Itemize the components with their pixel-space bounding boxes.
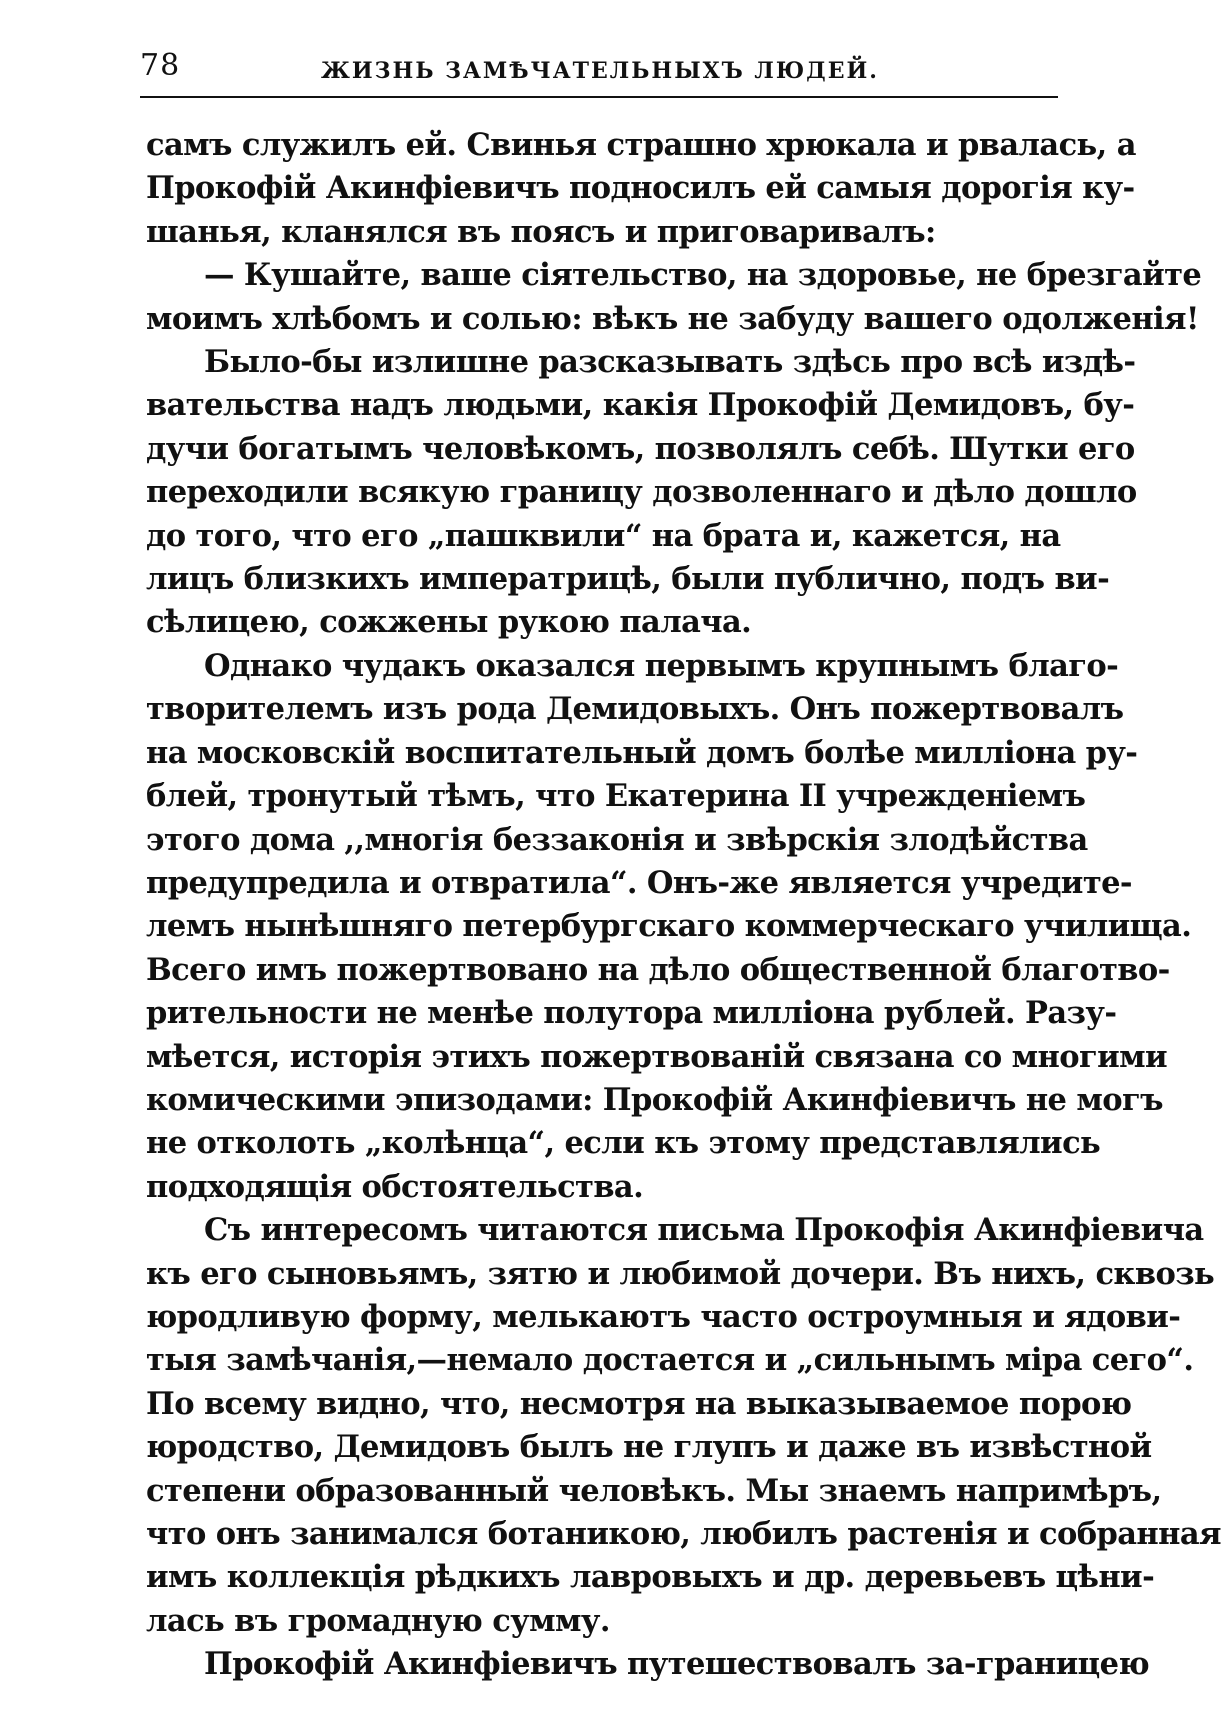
text-line: комическими эпизодами: Прокофій Акинфіевичъ не могъ (146, 1081, 1163, 1118)
text-line: Прокофій Акинфіевичъ путешествовалъ за-границею (204, 1646, 1150, 1683)
page-number: 78 (140, 48, 181, 83)
text-line: предупредила и отвратила“. Онъ-же является учредите- (146, 864, 1132, 901)
text-line: шанья, кланялся въ поясъ и приговаривалъ: (146, 213, 936, 250)
text-line: творителемъ изъ рода Демидовыхъ. Онъ пожертвовалъ (146, 691, 1124, 728)
text-line: Всего имъ пожертвовано на дѣло общественной благотво- (146, 951, 1170, 988)
running-head: ЖИЗНЬ ЗАМѢЧАТЕЛЬНЫХЪ ЛЮДЕЙ. (321, 58, 879, 84)
text-line: до того, что его „пашквили“ на брата и, кажется, на (146, 517, 1061, 554)
text-line: степени образованный человѣкъ. Мы знаемъ напримѣръ, (146, 1472, 1162, 1509)
text-line: вательства надъ людьми, какія Прокофій Демидовъ, бу- (146, 387, 1135, 424)
text-line: лась въ громадную сумму. (146, 1602, 610, 1639)
text-line: Прокофій Акинфіевичъ подносилъ ей самыя дорогія ку- (146, 170, 1135, 207)
header-rule (140, 96, 1058, 98)
text-line: переходили всякую границу дозволеннаго и дѣло дошло (146, 474, 1137, 511)
text-line: не отколоть „колѣнца“, если къ этому представлялись (146, 1125, 1101, 1162)
text-line: Было-бы излишне разсказывать здѣсь про всѣ издѣ- (204, 344, 1136, 381)
text-line: — Кушайте, ваше сіятельство, на здоровье, не брезгайте (204, 257, 1202, 294)
text-line: тыя замѣчанія,—немало достается и „сильнымъ міра сего“. (146, 1342, 1194, 1379)
text-line: лицъ близкихъ императрицѣ, были публично, подъ ви- (146, 561, 1110, 598)
text-line: моимъ хлѣбомъ и солью: вѣкъ не забуду вашего одолженія! (146, 300, 1199, 337)
text-line: на московскій воспитательный домъ болѣе милліона ру- (146, 734, 1138, 771)
text-line: Съ интересомъ читаются письма Прокофія Акинфіевича (204, 1212, 1204, 1249)
text-line: мѣется, исторія этихъ пожертвованій связана со многими (146, 1038, 1168, 1075)
text-line: къ его сыновьямъ, зятю и любимой дочери. Въ нихъ, сквозь (146, 1255, 1215, 1292)
text-line: этого дома ,,многія беззаконія и звѣрскія злодѣйства (146, 821, 1088, 858)
text-line: юродливую форму, мелькаютъ часто остроумныя и ядови- (146, 1298, 1181, 1335)
text-line: Однако чудакъ оказался первымъ крупнымъ благо- (204, 647, 1119, 684)
text-line: рительности не менѣе полутора милліона рублей. Разу- (146, 995, 1117, 1032)
text-line: сѣлицею, сожжены рукою палача. (146, 604, 752, 641)
text-line: По всему видно, что, несмотря на выказываемое порою (146, 1385, 1132, 1422)
page-header (140, 48, 1060, 94)
text-line: лемъ нынѣшняго петербургскаго коммерческаго училища. (146, 908, 1192, 945)
text-line: что онъ занимался ботаникою, любилъ растенія и собранная (146, 1516, 1221, 1552)
text-line: подходящія обстоятельства. (146, 1168, 644, 1205)
text-line: имъ коллекція рѣдкихъ лавровыхъ и др. деревьевъ цѣни- (146, 1559, 1155, 1596)
text-line: самъ служилъ ей. Свинья страшно хрюкала и рвалась, а (146, 127, 1136, 163)
text-line: дучи богатымъ человѣкомъ, позволялъ себѣ. Шутки его (146, 430, 1135, 467)
text-line: блей, тронутый тѣмъ, что Екатерина II учрежденіемъ (146, 778, 1086, 815)
text-line: юродство, Демидовъ былъ не глупъ и даже въ извѣстной (146, 1429, 1152, 1466)
body-text (146, 124, 1221, 1687)
